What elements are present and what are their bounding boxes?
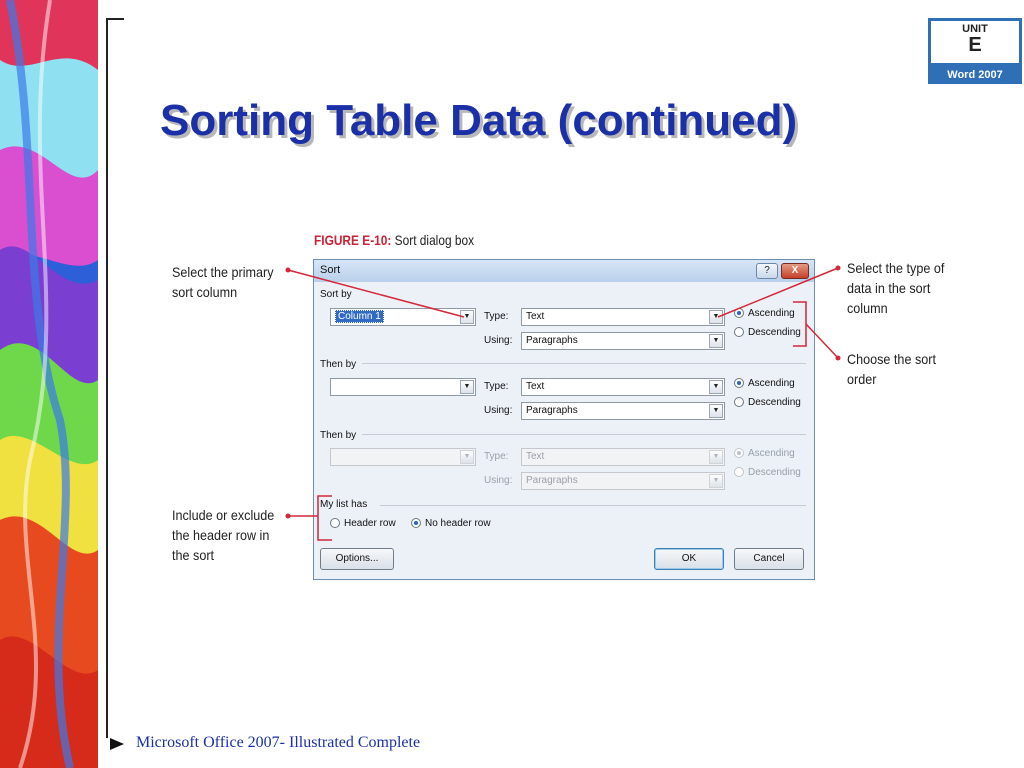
then-by-2-type-label: Type: (484, 451, 509, 462)
chevron-down-icon: ▼ (709, 450, 723, 464)
figure-caption (314, 232, 474, 248)
product-label: Word 2007 (928, 66, 1022, 84)
chevron-down-icon[interactable]: ▼ (709, 404, 723, 418)
then-by-2-ascending-label: Ascending (748, 448, 795, 459)
figure-caption-text: Sort dialog box (394, 232, 475, 248)
radio-unselected-icon (734, 467, 744, 477)
unit-badge-box (928, 18, 1022, 66)
chevron-down-icon[interactable]: ▼ (709, 310, 723, 324)
radio-selected-icon (734, 448, 744, 458)
then-by-2-using-value: Paragraphs (526, 475, 578, 486)
then-by-2-descending-radio (734, 467, 801, 481)
callout-primary-column: Select the primary sort column (172, 264, 274, 300)
sort-by-ascending-label: Ascending (748, 308, 795, 319)
sort-by-column-value: Column 1 (335, 310, 384, 323)
unit-letter: E (968, 34, 982, 56)
chevron-down-icon[interactable]: ▼ (709, 334, 723, 348)
then-by-1-label: Then by (320, 359, 357, 370)
then-by-1-using-label: Using: (484, 405, 513, 416)
radio-unselected-icon (330, 518, 340, 528)
callout-sort-order: Choose the sort order (847, 351, 936, 387)
frame-line-horizontal (106, 18, 124, 20)
then-by-2-using-select (521, 472, 725, 490)
sort-by-column-select[interactable] (330, 308, 476, 326)
then-by-1-type-value: Text (526, 381, 545, 392)
decorative-art-strip (0, 0, 98, 768)
then-by-1-descending-label: Descending (748, 397, 801, 408)
chevron-down-icon[interactable]: ▼ (460, 310, 474, 324)
sort-by-label: Sort by (320, 289, 352, 300)
then-by-1-ascending-label: Ascending (748, 378, 795, 389)
then-by-1-descending-radio[interactable] (734, 397, 801, 411)
then-by-1-using-value: Paragraphs (526, 405, 578, 416)
slide-title: Sorting Table Data (continued) (160, 96, 798, 145)
sort-by-using-value: Paragraphs (526, 335, 578, 346)
sort-by-descending-label: Descending (748, 327, 801, 338)
then-by-1-ascending-radio[interactable] (734, 378, 795, 392)
then-by-2-column-select (330, 448, 476, 466)
callout-header-row: Include or exclude the header row in the sort (172, 507, 275, 563)
ok-button[interactable]: OK (654, 548, 724, 570)
figure-number: FIGURE E-10: (314, 232, 392, 248)
frame-line-vertical (106, 18, 108, 738)
dialog-titlebar[interactable] (314, 260, 814, 282)
footer-arrow-icon (110, 738, 124, 750)
then-by-1-using-select[interactable] (521, 402, 725, 420)
no-header-row-label: No header row (425, 518, 491, 529)
sort-by-type-select[interactable] (521, 308, 725, 326)
chevron-down-icon: ▼ (709, 474, 723, 488)
then-by-2-descending-label: Descending (748, 467, 801, 478)
then-by-1-column-select[interactable] (330, 378, 476, 396)
help-button[interactable]: ? (756, 263, 778, 279)
sort-by-ascending-radio[interactable] (734, 308, 795, 322)
radio-unselected-icon (734, 327, 744, 337)
divider (362, 434, 806, 435)
footer-text: Microsoft Office 2007- Illustrated Complete (136, 734, 421, 751)
radio-selected-icon (734, 308, 744, 318)
radio-selected-icon (411, 518, 421, 528)
sort-by-using-label: Using: (484, 335, 513, 346)
callout-type-of-data: Select the type of data in the sort column (847, 260, 945, 316)
divider (362, 363, 806, 364)
sort-by-type-label: Type: (484, 311, 509, 322)
sort-by-using-select[interactable] (521, 332, 725, 350)
then-by-1-type-select[interactable] (521, 378, 725, 396)
header-row-radio[interactable] (330, 518, 396, 532)
close-button[interactable]: X (781, 263, 809, 279)
chevron-down-icon[interactable]: ▼ (709, 380, 723, 394)
then-by-2-ascending-radio (734, 448, 795, 462)
sort-by-descending-radio[interactable] (734, 327, 801, 341)
no-header-row-radio[interactable] (411, 518, 491, 532)
then-by-1-type-label: Type: (484, 381, 509, 392)
then-by-2-using-label: Using: (484, 475, 513, 486)
my-list-has-label: My list has (320, 499, 368, 510)
then-by-2-type-value: Text (526, 451, 545, 462)
dialog-title: Sort (320, 264, 341, 276)
header-row-label: Header row (344, 518, 396, 529)
unit-badge (928, 18, 1022, 84)
chevron-down-icon: ▼ (460, 450, 474, 464)
radio-unselected-icon (734, 397, 744, 407)
then-by-2-label: Then by (320, 430, 357, 441)
chevron-down-icon[interactable]: ▼ (460, 380, 474, 394)
sort-dialog (313, 259, 815, 580)
divider (380, 505, 806, 506)
then-by-2-type-select (521, 448, 725, 466)
sort-by-type-value: Text (526, 311, 545, 322)
options-button[interactable]: Options... (320, 548, 394, 570)
cancel-button[interactable]: Cancel (734, 548, 804, 570)
unit-label: UNIT (962, 23, 988, 35)
radio-selected-icon (734, 378, 744, 388)
